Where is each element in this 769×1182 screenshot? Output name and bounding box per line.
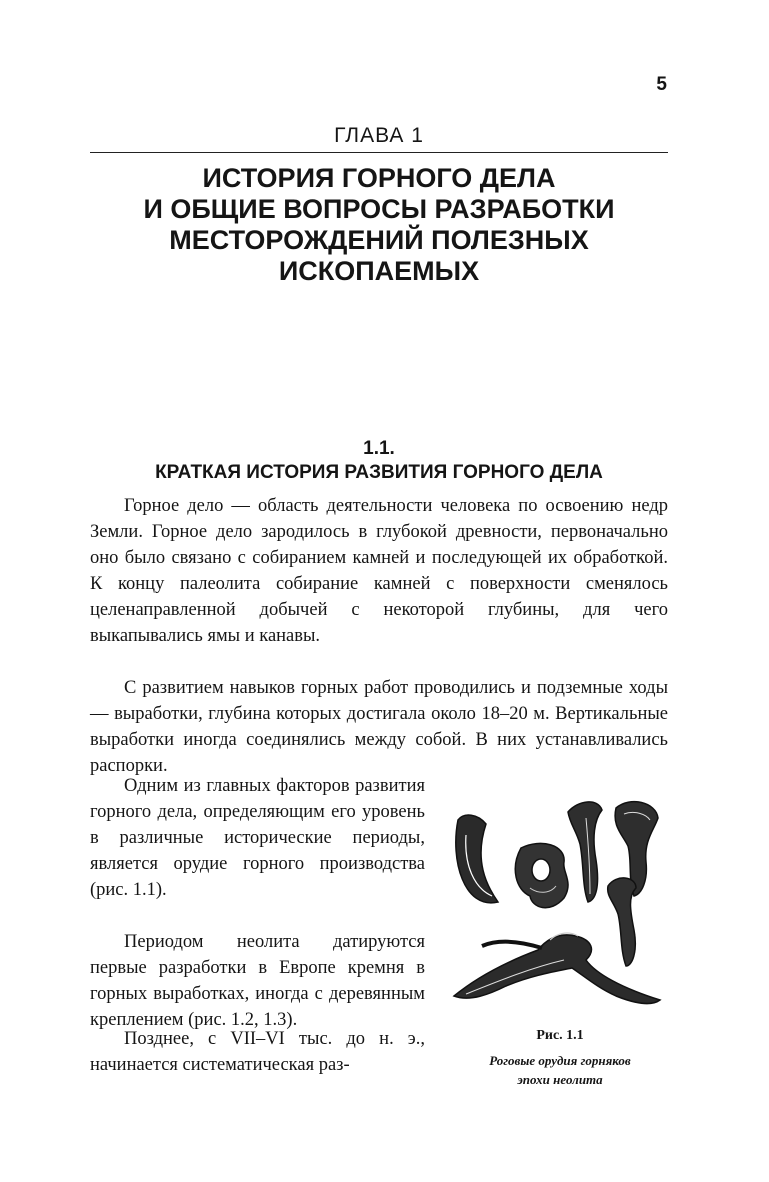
page-number: 5 [656,74,667,95]
horn-tools-illustration [446,790,674,1010]
chapter-divider [90,152,668,153]
section-title: КРАТКАЯ ИСТОРИЯ РАЗВИТИЯ ГОРНОГО ДЕЛА [155,462,603,483]
antler-tool-small [608,878,636,966]
chapter-title-line: МЕСТОРОЖДЕНИЙ ПОЛЕЗНЫХ [169,225,589,255]
chapter-title-line: ИСТОРИЯ ГОРНОГО ДЕЛА [202,163,556,193]
paragraph: Горное дело — область деятельности человека по освоению недр Земли. Горное дело зародилось в глубокой древности, первоначально оно было связано с собиранием камней и последующей их обработкой. К концу палеолита собирание камней с поверхности сменялось целенаправленной добычей с некоторой глубины, для чего выкапывались ямы и канавы. [90,496,668,646]
paragraph: Позднее, с VII–VI тыс. до н. э., начинается систематическая раз- [90,1029,425,1075]
chapter-title-line: ИСКОПАЕМЫХ [278,256,480,286]
horn-pick-left [456,815,498,903]
section-number: 1.1. [363,438,395,459]
paragraph: Периодом неолита датируются первые разработки в Европе кремня в горных выработках, иногда с деревянным креплением (рис. 1.2, 1.3). [90,932,425,1030]
paragraph: С развитием навыков горных работ проводились и подземные ходы — выработки, глубина которых достигала около 18–20 м. Вертикальные выработки иногда соединялись между собой. В них устанавливались распорки. [90,678,668,776]
antler-tool-tall [568,802,602,902]
figure-number: Рис. 1.1 [536,1028,584,1043]
chapter-title [90,163,668,287]
figure-caption-line: эпохи неолита [517,1072,603,1087]
chapter-label: ГЛАВА 1 [334,124,424,147]
paragraph: Одним из главных факторов развития горного дела, определяющим его уровень в различные исторические периоды, является орудие горного производства (рис. 1.1). [90,776,425,900]
chapter-title-line: И ОБЩИЕ ВОПРОСЫ РАЗРАБОТКИ [143,194,615,224]
figure-caption-line: Роговые орудия горняков [489,1053,631,1068]
figure-caption [440,1051,680,1089]
